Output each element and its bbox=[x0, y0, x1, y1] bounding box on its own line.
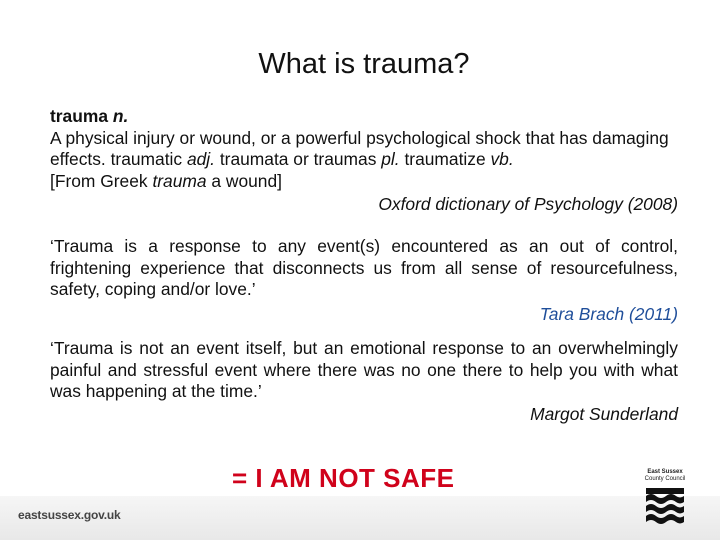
conclusion-text: = I AM NOT SAFE bbox=[232, 463, 455, 493]
definition-etymology bbox=[50, 171, 678, 193]
definition-pos: n. bbox=[112, 106, 129, 126]
page-title: What is trauma? bbox=[258, 48, 470, 80]
logo-emblem-icon bbox=[646, 488, 684, 524]
quote-author: Tara Brach (2011) bbox=[539, 303, 678, 324]
quote-text: ‘Trauma is a response to any event(s) encountered as an out of control, frightening experience that disconnects us from all sense of resourcefulness, safety, coping and/or love.’ bbox=[50, 236, 678, 299]
logo-line1: East Sussex bbox=[647, 469, 683, 475]
definition-source: Oxford dictionary of Psychology (2008) bbox=[378, 194, 678, 214]
logo-line2: County Council bbox=[644, 476, 686, 482]
definition-vb: vb. bbox=[490, 149, 514, 169]
quote-author: Margot Sunderland bbox=[530, 403, 678, 424]
definition-text bbox=[50, 128, 678, 171]
etymology-greek: trauma bbox=[152, 170, 207, 191]
east-sussex-logo bbox=[640, 466, 690, 526]
definition-mid: traumata or traumas bbox=[214, 149, 382, 169]
definition-pl: pl. bbox=[381, 149, 400, 169]
quote-text: ‘Trauma is not an event itself, but an emotional response to an overwhelmingly painful and stressful event where there was no one there to help you with what was happening at the time.’ bbox=[50, 338, 678, 401]
footer-url-link[interactable]: eastsussex.gov.uk bbox=[18, 508, 121, 522]
definition-line: A physical injury or wound, or a powerful psychological shock that has damaging effects. traumatic bbox=[50, 127, 669, 169]
definition-mid2: traumatize bbox=[399, 149, 491, 169]
quote-brach bbox=[50, 236, 678, 325]
definition-heading bbox=[50, 106, 678, 128]
etymology-prefix: [From Greek bbox=[50, 170, 153, 191]
quote-sunderland bbox=[50, 338, 678, 425]
definition-block bbox=[50, 106, 678, 216]
definition-adj: adj. bbox=[186, 149, 215, 169]
etymology-suffix: a wound] bbox=[206, 170, 282, 191]
definition-term: trauma bbox=[50, 106, 113, 126]
